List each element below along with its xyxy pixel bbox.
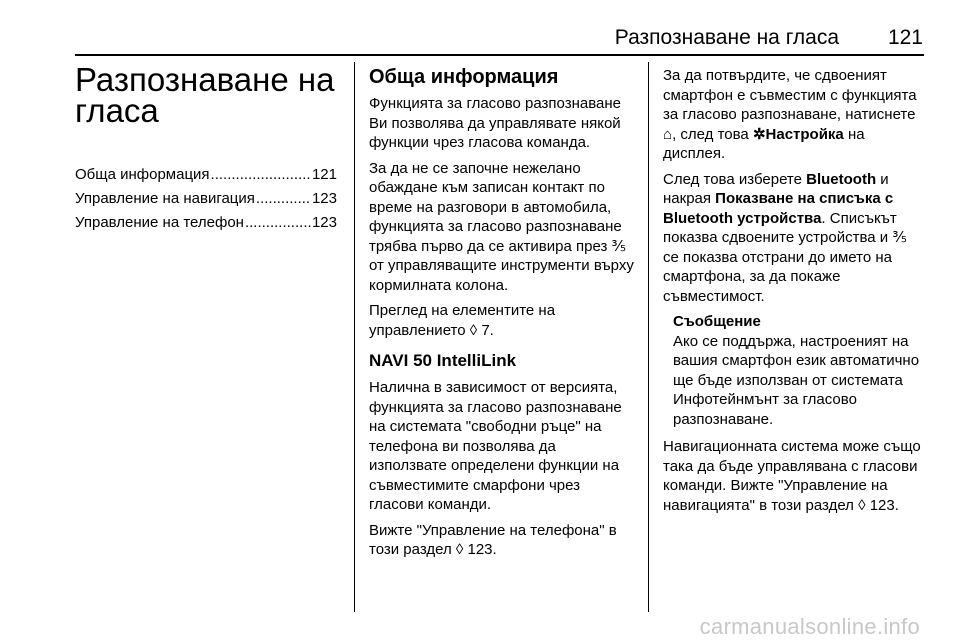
paragraph bbox=[369, 159, 634, 296]
text-run: на дисплея. bbox=[663, 125, 865, 162]
toc-item-page: 123 bbox=[311, 214, 337, 231]
settings-icon: ✲ bbox=[752, 125, 766, 143]
voice-recognition-icon: ⅗ bbox=[892, 229, 907, 246]
toc-item-label: Управление на телефон bbox=[75, 214, 244, 231]
toc-leader-dots bbox=[245, 211, 311, 235]
toc-item[interactable] bbox=[75, 187, 337, 211]
column-divider-2 bbox=[648, 62, 649, 612]
table-of-contents bbox=[75, 163, 337, 235]
text-run: Преглед на елементите на управлението bbox=[369, 302, 556, 339]
voice-recognition-icon: ⅗ bbox=[611, 237, 627, 255]
bluetooth-label: Bluetooth bbox=[806, 170, 877, 188]
toc-item-label: Обща информация bbox=[75, 166, 210, 183]
toc-item-label: Управление на навигация bbox=[75, 190, 255, 207]
column-divider-1 bbox=[354, 62, 355, 612]
paragraph: Налична в зависимост от версията, функцията за гласово разпознаване на системата "свободни ръце" на телефона ви позволява да използвате определени функции на съвместимите смарфони чрез гласови команди. bbox=[369, 379, 622, 513]
page-reference-icon: ◊ bbox=[469, 321, 478, 339]
text-run: За да не се започне нежелано обаждане към записан контакт по време на разговори в автомобила, функцията за гласово разпознаване трябва първо да се активира през bbox=[369, 159, 622, 255]
show-device-list-label: Показване на списъка с Bluetooth устройства bbox=[663, 190, 894, 227]
page-number: 121 bbox=[887, 26, 923, 49]
paragraph bbox=[369, 301, 634, 340]
toc-item[interactable] bbox=[75, 211, 337, 235]
text-run: и накрая bbox=[663, 170, 889, 207]
toc-item-page: 121 bbox=[311, 166, 337, 183]
text-run: След това изберете bbox=[663, 170, 807, 188]
column-2 bbox=[369, 66, 634, 566]
page-reference-link[interactable]: 123. bbox=[865, 496, 899, 514]
toc-item[interactable] bbox=[75, 163, 337, 187]
chapter-title-line-2: гласа bbox=[75, 92, 159, 129]
page-reference-link[interactable]: 7. bbox=[477, 321, 494, 339]
note-title: Съобщение bbox=[673, 313, 761, 330]
text-run: За да потвърдите, че сдвоеният смартфон е съвместим с функцията за гласово разпознаване, натиснете bbox=[663, 67, 917, 123]
paragraph bbox=[369, 521, 634, 560]
paragraph: Функцията за гласово разпознаване Ви позволява да управлявате някой функции чрез гласова команда. bbox=[369, 95, 621, 151]
chapter-title bbox=[75, 61, 337, 129]
paragraph bbox=[663, 66, 925, 164]
note-text: Ако се поддържа, настроеният на вашия смартфон език автоматично ще бъде използван от системата Инфотейнмънт за гласово разпознаване. bbox=[673, 332, 920, 428]
watermark: carmanualsonline.info bbox=[699, 614, 920, 639]
text-run: , след това bbox=[672, 125, 753, 143]
toc-item-page: 123 bbox=[311, 190, 337, 207]
text-run: . Списъкът показва сдвоените устройства и bbox=[663, 209, 897, 246]
column-3 bbox=[663, 66, 925, 521]
page-reference-icon: ◊ bbox=[455, 541, 464, 558]
header-title: Разпознаване на гласа bbox=[614, 26, 839, 49]
column-1 bbox=[75, 61, 337, 235]
page-reference-link[interactable]: 123. bbox=[463, 541, 497, 558]
header-rule bbox=[75, 54, 924, 56]
home-icon: ⌂ bbox=[663, 125, 673, 143]
page-reference-icon: ◊ bbox=[858, 496, 866, 514]
settings-label: Настройка bbox=[765, 125, 844, 143]
chapter-title-line-1: Разпознаване на bbox=[75, 61, 335, 98]
text-run: Навигационната система може също така да бъде управлявана с гласови команди. Вижте "Управление на навигацията" в този раздел bbox=[663, 438, 921, 514]
text-run: Вижте "Управление на телефона" в този раздел bbox=[369, 521, 617, 558]
section-heading: Обща информация bbox=[369, 66, 559, 88]
toc-leader-dots bbox=[256, 187, 311, 211]
toc-leader-dots bbox=[211, 163, 311, 187]
paragraph bbox=[663, 437, 925, 515]
note-box bbox=[673, 312, 925, 429]
text-run: се показва отстрани до името на смартфона, за да покаже съвместимост. bbox=[663, 248, 892, 305]
text-run: от управляващите инструменти върху кормилната колона. bbox=[369, 257, 634, 294]
subsection-heading: NAVI 50 IntelliLink bbox=[369, 351, 517, 370]
paragraph bbox=[663, 170, 925, 307]
